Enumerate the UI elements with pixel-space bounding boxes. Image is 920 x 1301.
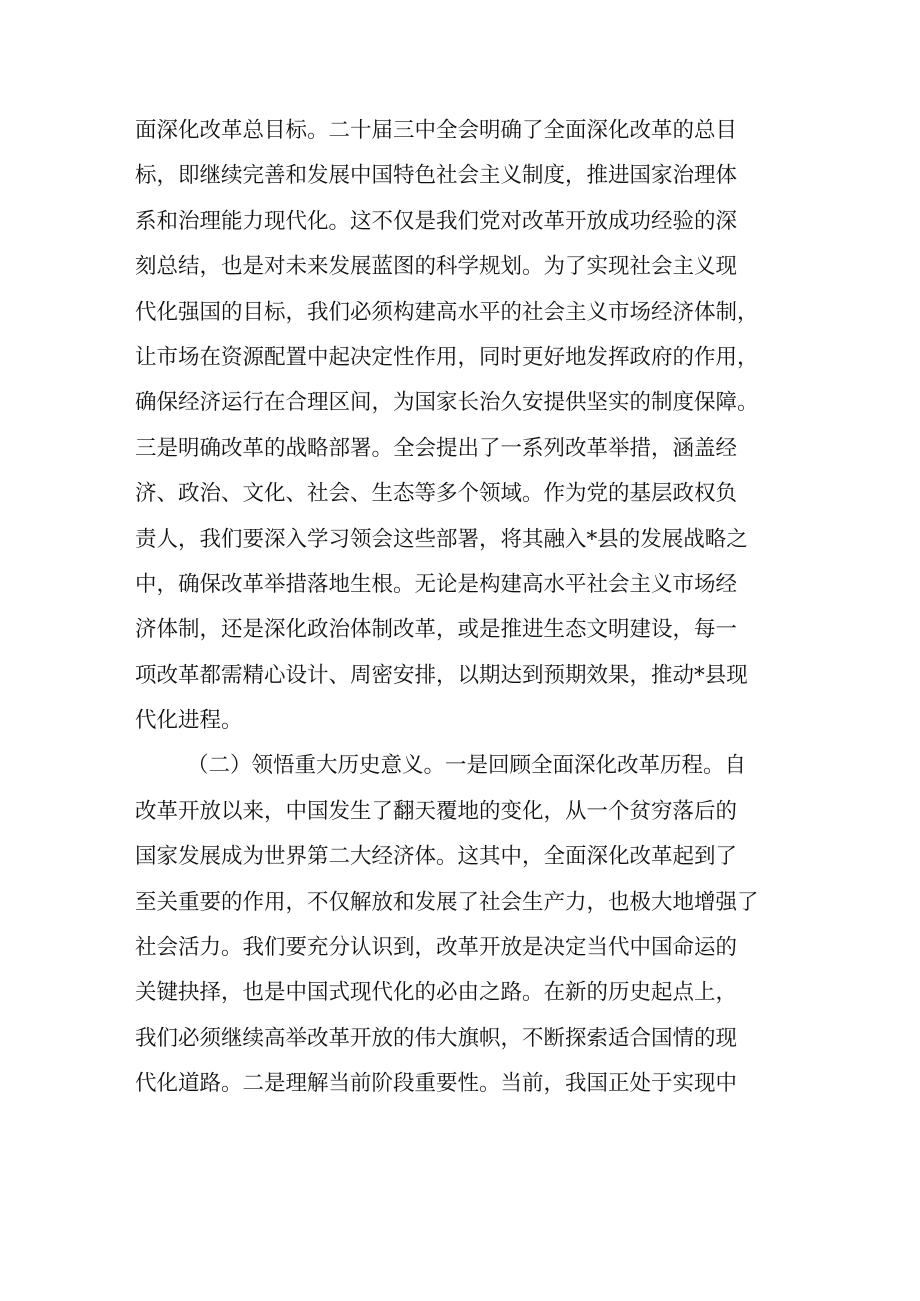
text-line: 系和治理能力现代化。这不仅是我们党对改革开放成功经验的深 xyxy=(135,208,738,234)
text-line: 社会活力。我们要充分认识到，改革开放是决定当代中国命运的 xyxy=(135,935,738,961)
text-line: 济体制，还是深化政治体制改革，或是推进生态文明建设，每一 xyxy=(135,617,738,643)
text-line: 代化进程。 xyxy=(135,708,243,734)
text-line: 至关重要的作用，不仅解放和发展了社会生产力，也极大地增强了 xyxy=(135,889,759,915)
body-text xyxy=(135,108,795,1107)
section-heading-line: （二）领悟重大历史意义。一是回顾全面深化改革历程。自 xyxy=(187,753,747,779)
text-line: 面深化改革总目标。二十届三中全会明确了全面深化改革的总目 xyxy=(135,118,738,143)
text-line: 济、政治、文化、社会、生态等多个领域。作为党的基层政权负 xyxy=(135,481,738,507)
text-line: 三是明确改革的战略部署。全会提出了一系列改革举措，涵盖经 xyxy=(135,435,738,461)
text-line: 国家发展成为世界第二大经济体。这其中，全面深化改革起到了 xyxy=(135,844,738,870)
text-line: 关键抉择，也是中国式现代化的必由之路。在新的历史起点上， xyxy=(135,980,738,1006)
text-line: 让市场在资源配置中起决定性作用，同时更好地发挥政府的作用， xyxy=(135,344,759,370)
text-line: 代化强国的目标，我们必须构建高水平的社会主义市场经济体制， xyxy=(135,299,759,325)
text-line: 责人，我们要深入学习领会这些部署，将其融入*县的发展战略之 xyxy=(135,526,748,552)
text-line: 代化道路。二是理解当前阶段重要性。当前，我国正处于实现中 xyxy=(135,1071,738,1097)
text-line: 刻总结，也是对未来发展蓝图的科学规划。为了实现社会主义现 xyxy=(135,254,738,280)
text-line: 我们必须继续高举改革开放的伟大旗帜，不断探索适合国情的现 xyxy=(135,1025,738,1051)
text-line: 确保经济运行在合理区间，为国家长治久安提供坚实的制度保障。 xyxy=(135,390,759,416)
text-line: 标，即继续完善和发展中国特色社会主义制度，推进国家治理体 xyxy=(135,163,738,189)
text-line: 改革开放以来，中国发生了翻天覆地的变化，从一个贫穷落后的 xyxy=(135,798,738,824)
text-line: 中，确保改革举措落地生根。无论是构建高水平社会主义市场经 xyxy=(135,571,738,597)
text-line: 项改革都需精心设计、周密安排，以期达到预期效果，推动*县现 xyxy=(135,662,748,688)
